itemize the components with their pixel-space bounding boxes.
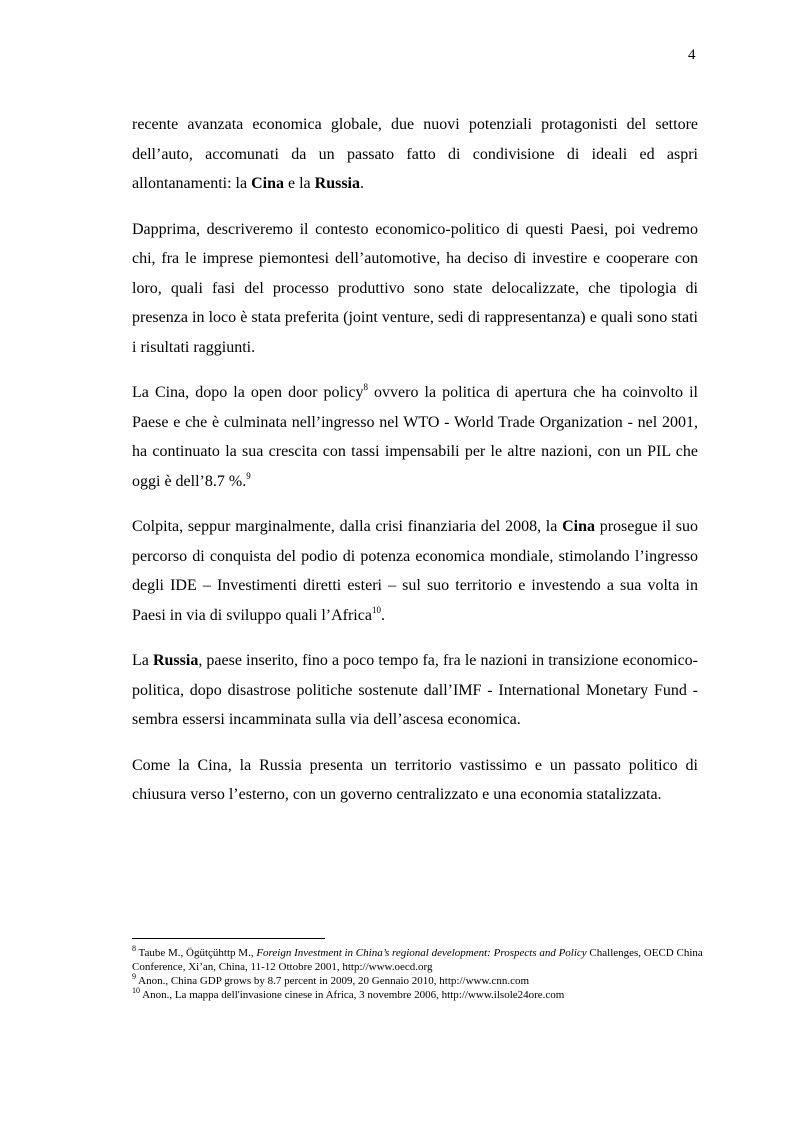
paragraph-4 (132, 512, 698, 630)
paragraph-text: Come la Cina, la Russia presenta un territorio vastissimo e un passato politico di chiusura verso l’esterno, con un governo centralizzato e una economia statalizzata. (132, 756, 698, 803)
paragraph-text: . (360, 175, 364, 192)
footnote-10 (132, 988, 712, 1002)
footnote-number: 8 (132, 944, 136, 953)
paragraph-text: e la (283, 175, 315, 192)
bold-term-russia: Russia (152, 652, 199, 669)
footnote-text: Anon., China GDP grows by 8.7 percent in 2009, 20 Gennaio 2010, http://www.cnn.com (136, 975, 530, 987)
body-text (132, 110, 698, 810)
footnote-text: Challenges, OECD China Conference, Xi’an, China, 11-12 Ottobre 2001, http://www.oecd.org (132, 947, 703, 973)
footnote-number: 9 (132, 972, 136, 981)
paragraph-text: Dapprima, descriveremo il contesto economico-politico di questi Paesi, poi vedremo chi, fra le imprese piemontesi dell’automotive, ha deciso di investire e cooperare con loro, quali fasi del processo produttivo sono state delocalizzate, che tipologia di presenza in loco è stata preferita (joint venture, sedi di rappresentanza) e quali sono stati i risultati raggiunti. (132, 220, 698, 356)
paragraph-text: Colpita, seppur marginalmente, dalla crisi finanziaria del 2008, la (132, 518, 563, 535)
paragraph-text: La Cina, dopo la open door policy (132, 384, 364, 401)
paragraph-1 (132, 110, 698, 199)
bold-term-cina: Cina (251, 175, 284, 192)
footnote-8 (132, 946, 712, 974)
paragraph-text: La (132, 652, 153, 669)
paragraph-text: prosegue il suo percorso di conquista del podio di potenza economica mondiale, stimolando l’ingresso degli IDE – Investimenti diretti esteri – sul suo territorio e investendo a sua volta in Paesi in via di sviluppo quali l’Africa (132, 518, 699, 624)
paragraph-text: ovvero la politica di apertura che ha coinvolto il Paese e che è culminata nell’ingresso nel WTO - World Trade Organization - nel 2001, ha continuato la sua crescita con tassi impensabili per le altre nazioni, con un PIL che oggi è dell’8.7 %. (132, 384, 699, 490)
footnote-text: Taube M., Ögütçühttp M., (136, 947, 257, 959)
paragraph-5 (132, 646, 698, 735)
footnote-9 (132, 974, 712, 988)
paragraph-6 (132, 751, 698, 810)
paragraph-2 (132, 215, 698, 363)
footnote-ref-9: 9 (246, 470, 251, 481)
footnote-text: Anon., La mappa dell'invasione cinese in Africa, 3 novembre 2006, http://www.ilsole24ore.com (140, 989, 565, 1001)
bold-term-cina: Cina (562, 518, 595, 535)
page-number: 4 (688, 47, 696, 63)
paragraph-text: , paese inserito, fino a poco tempo fa, fra le nazioni in transizione economico-politica, dopo disastrose politiche sostenute dall’IMF - International Monetary Fund - sembra essersi incamminata sulla via dell’ascesa economica. (132, 652, 699, 728)
bold-term-russia: Russia (314, 175, 360, 192)
footnote-ref-10: 10 (371, 604, 381, 615)
paragraph-text: recente avanzata economica globale, due nuovi potenziali protagonisti del settore dell’auto, accomunati da un passato fatto di condivisione di ideali ed aspri allontanamenti: la (132, 116, 698, 192)
paragraph-3 (132, 378, 698, 496)
footnotes (132, 946, 712, 1002)
footnote-ref-8: 8 (363, 382, 368, 392)
footnote-number: 10 (132, 986, 140, 995)
footnote-separator (132, 938, 325, 939)
footnote-title: Foreign Investment in China’s regional development: Prospects and Policy (256, 947, 587, 959)
paragraph-text: . (380, 606, 385, 624)
